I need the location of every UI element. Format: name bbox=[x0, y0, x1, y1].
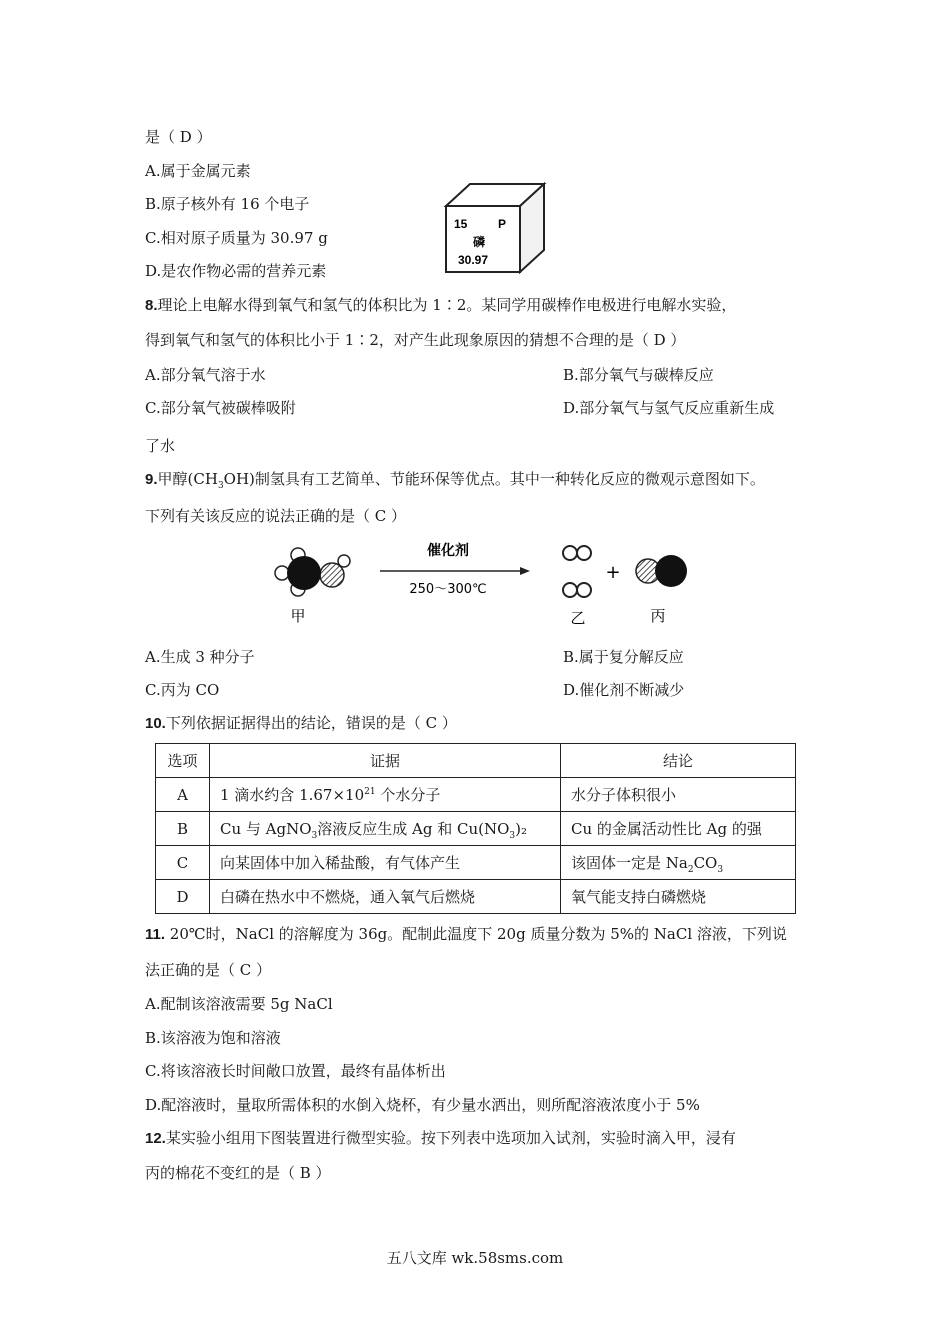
q11-number: 11. bbox=[145, 926, 166, 943]
methanol-molecule bbox=[275, 548, 350, 596]
q11-text-1: 20℃时，NaCl 的溶解度为 36g。配制此温度下 20g 质量分数为 5%的 NaCl 溶液，下列说 bbox=[165, 925, 787, 943]
q8-stem-line2: 得到氧气和氢气的体积比小于 1∶2，对产生此现象原因的猜想不合理的是（ D ） bbox=[145, 331, 686, 349]
row-evidence: 1 滴水约含 $1.67\times 10^{21}$ 个水分子 bbox=[210, 778, 561, 812]
tile-atomic-mass: 30.97 bbox=[458, 253, 489, 267]
evidence-table bbox=[155, 743, 796, 914]
q12-stem-line1 bbox=[145, 1128, 736, 1149]
row-evidence: 白磷在热水中不燃烧，通入氧气后燃烧 bbox=[210, 880, 561, 914]
q9-option-d: D.催化剂不断减少 bbox=[563, 681, 685, 699]
row-conclusion: 水分子体积很小 bbox=[561, 778, 796, 812]
q8-option-a: A.部分氧气溶于水 bbox=[145, 366, 266, 384]
q7-option-c: C.相对原子质量为 30.97 g bbox=[145, 229, 328, 247]
row-conclusion: 氧气能支持白磷燃烧 bbox=[561, 880, 796, 914]
row-option: C bbox=[156, 846, 210, 880]
label-jia: 甲 bbox=[290, 607, 306, 625]
q8-option-c: C.部分氧气被碳棒吸附 bbox=[145, 399, 296, 417]
q11-option-a: A.配制该溶液需要 5g NaCl bbox=[145, 995, 333, 1013]
reaction-diagram bbox=[268, 535, 698, 630]
header-evidence: 证据 bbox=[210, 744, 561, 778]
q11-stem-line2: 法正确的是（ C ） bbox=[145, 961, 272, 979]
q9-stem-line1 bbox=[145, 469, 765, 490]
q7-answer-line: 是（ D ） bbox=[145, 128, 212, 146]
hydrogen-molecules bbox=[563, 546, 591, 597]
header-option: 选项 bbox=[156, 744, 210, 778]
header-conclusion: 结论 bbox=[561, 744, 796, 778]
q7-option-d: D.是农作物必需的营养元素 bbox=[145, 262, 327, 280]
table-header-row bbox=[156, 744, 796, 778]
label-yi: 乙 bbox=[570, 609, 586, 627]
q12-text-1: 某实验小组用下图装置进行微型实验。按下列表中选项加入试剂，实验时滴入甲，浸有 bbox=[165, 1129, 736, 1147]
q12-number: 12. bbox=[145, 1130, 166, 1147]
q8-option-d-wrap: 了水 bbox=[145, 437, 176, 455]
q11-option-b: B.该溶液为饱和溶液 bbox=[145, 1029, 281, 1047]
q9-text-a: 甲醇(CH bbox=[157, 470, 218, 488]
q9-sub: 3 bbox=[217, 481, 224, 491]
tile-element-name: 磷 bbox=[473, 235, 486, 249]
row-conclusion: Cu 的金属活动性比 Ag 的强 bbox=[561, 812, 796, 846]
row-option: B bbox=[156, 812, 210, 846]
table-row bbox=[156, 812, 796, 846]
q10-number: 10. bbox=[145, 715, 166, 732]
q8-option-b: B.部分氧气与碳棒反应 bbox=[563, 366, 714, 384]
row-option: A bbox=[156, 778, 210, 812]
label-temperature: 250～300℃ bbox=[409, 582, 487, 597]
q8-stem-line1 bbox=[145, 295, 736, 316]
co-molecule bbox=[636, 555, 687, 587]
q9-option-c: C.丙为 CO bbox=[145, 681, 220, 699]
q7-option-a: A.属于金属元素 bbox=[145, 162, 251, 180]
q9-number: 9. bbox=[145, 471, 158, 488]
q12-stem-line2: 丙的棉花不变红的是（ B ） bbox=[145, 1164, 331, 1182]
row-conclusion: 该固体一定是 $Na_2CO_3$ bbox=[561, 846, 796, 880]
label-catalyst: 催化剂 bbox=[427, 543, 469, 559]
plus-sign: + bbox=[605, 562, 621, 583]
tile-atomic-number: 15 bbox=[454, 217, 468, 231]
q9-text-b: OH)制氢具有工艺简单、节能环保等优点。其中一种转化反应的微观示意图如下。 bbox=[223, 470, 765, 488]
q9-option-b: B.属于复分解反应 bbox=[563, 648, 684, 666]
row-option: D bbox=[156, 880, 210, 914]
table-row bbox=[156, 846, 796, 880]
phosphorus-element-tile bbox=[440, 180, 552, 276]
label-bing: 丙 bbox=[650, 607, 666, 625]
q11-option-d: D.配溶液时，量取所需体积的水倒入烧杯，有少量水洒出，则所配溶液浓度小于 5% bbox=[145, 1096, 700, 1114]
row-evidence: 向某固体中加入稀盐酸，有气体产生 bbox=[210, 846, 561, 880]
q9-option-a: A.生成 3 种分子 bbox=[145, 648, 255, 666]
tile-symbol: P bbox=[498, 217, 507, 231]
q8-number: 8. bbox=[145, 297, 158, 314]
q11-option-c: C.将该溶液长时间敞口放置，最终有晶体析出 bbox=[145, 1062, 446, 1080]
q8-text-1: 理论上电解水得到氧气和氢气的体积比为 1∶2。某同学用碳棒作电极进行电解水实验， bbox=[157, 296, 737, 314]
table-row bbox=[156, 778, 796, 812]
q7-option-b: B.原子核外有 16 个电子 bbox=[145, 195, 310, 213]
q11-stem-line1 bbox=[145, 924, 787, 945]
q10-text: 下列依据证据得出的结论，错误的是（ C ） bbox=[165, 714, 457, 732]
q8-option-d: D.部分氧气与氢气反应重新生成 bbox=[563, 399, 775, 417]
q9-stem-line2: 下列有关该反应的说法正确的是（ C ） bbox=[145, 507, 407, 525]
page-footer: 五八文库 wk.58sms.com bbox=[386, 1249, 564, 1267]
row-evidence: Cu 与 AgNO$_3$溶液反应生成 Ag 和 $Cu(NO_3)_2$ bbox=[210, 812, 561, 846]
q10-stem bbox=[145, 713, 457, 734]
table-row bbox=[156, 880, 796, 914]
